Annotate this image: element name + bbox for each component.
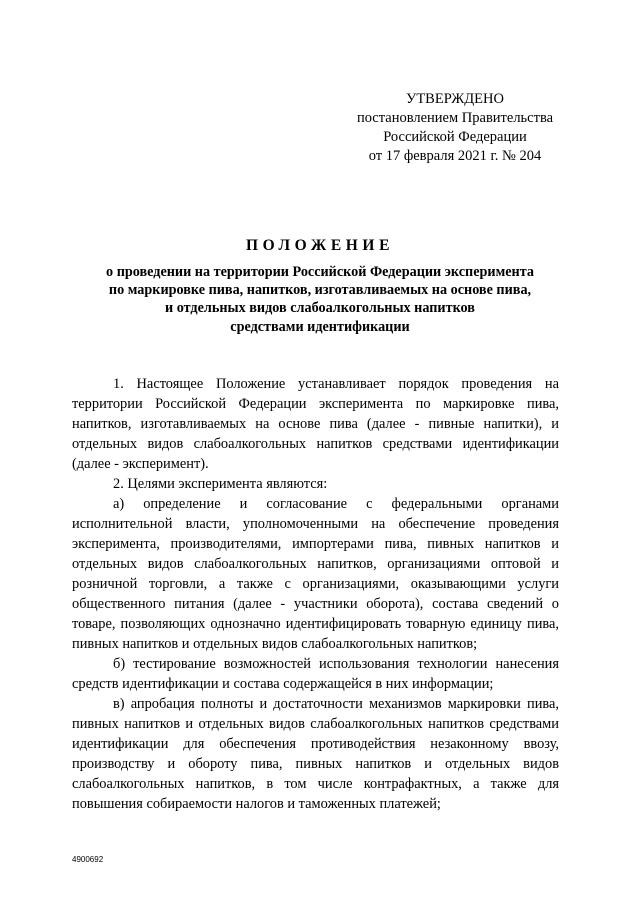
document-title: ПОЛОЖЕНИЕ	[245, 237, 395, 254]
paragraph-1: 1. Настоящее Положение устанавливает порядок проведения на территории Российской Федерации эксперимента по маркировке пива, напитков, изготавливаемых на основе пива (далее - пивные напитки), и отдельных видов слабоалкогольных напитков средствами идентификации (далее - эксперимент).	[72, 376, 559, 472]
subtitle-line: средствами идентификации	[230, 318, 410, 335]
document-body	[72, 374, 559, 814]
approval-date-number: от 17 февраля 2021 г. № 204	[368, 148, 542, 164]
paragraph-2c: в) апробация полноты и достаточности механизмов маркировки пива, пивных напитков и отдельных видов слабоалкогольных напитков средствами идентификации для обеспечения противодействия незаконному ввозу, производству и обороту пива, пивных напитков и отдельных видов слабоалкогольных напитков, в том числе контрафактных, а также для повышения собираемости налогов и таможенных платежей;	[72, 696, 559, 812]
paragraph-2a: а) определение и согласование с федеральными органами исполнительной власти, уполномоченными на обеспечение проведения эксперимента, производителями, импортерами пива, пивных напитков и отдельных видов слабоалкогольных напитков, организациями оптовой и розничной торговли, а также с организациями, оказывающими услуги общественного питания (далее - участники оборота), состава сведений о товаре, позволяющих однозначно идентифицировать товарную единицу пива, пивных напитков и отдельных видов слабоалкогольных напитков;	[72, 496, 559, 652]
approved-by-org: Российской Федерации	[383, 129, 527, 145]
subtitle-line: о проведении на территории Российской Федерации эксперимента	[106, 264, 534, 280]
document-subtitle	[0, 263, 640, 336]
approval-block	[340, 90, 570, 166]
document-number: 4900692	[72, 855, 104, 864]
paragraph-2: 2. Целями эксперимента являются:	[113, 476, 328, 492]
subtitle-line: по маркировке пива, напитков, изготавливаемых на основе пива,	[108, 282, 532, 299]
approved-by-line: постановлением Правительства	[356, 110, 554, 126]
subtitle-line: и отдельных видов слабоалкогольных напитков	[165, 300, 475, 317]
approved-label: УТВЕРЖДЕНО	[406, 91, 504, 107]
paragraph-2b: б) тестирование возможностей использования технологии нанесения средств идентификации и состава содержащейся в них информации;	[72, 656, 559, 692]
